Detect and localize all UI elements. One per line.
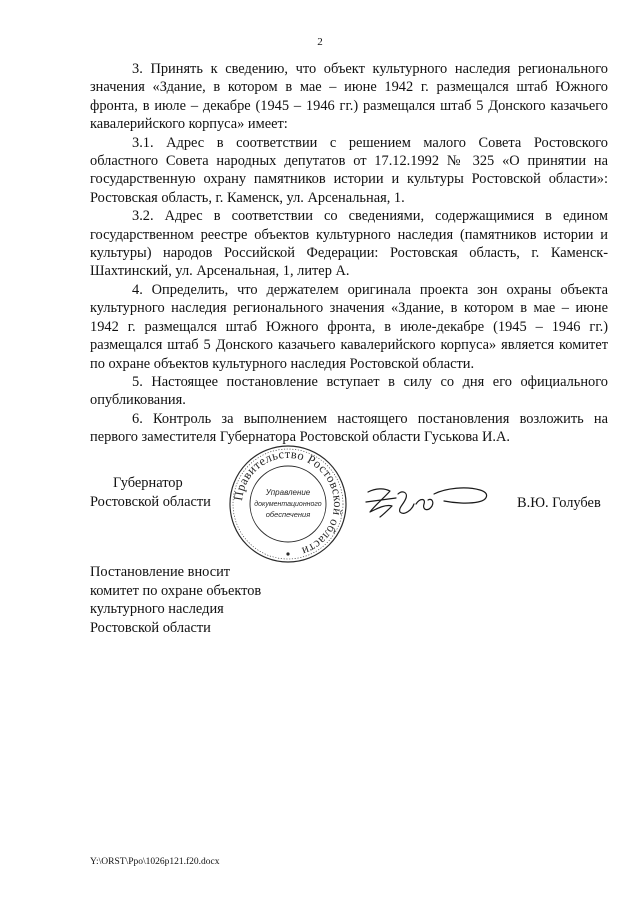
page-number: 2 — [317, 36, 323, 48]
seal-inner-line-2: документационного — [254, 501, 322, 508]
submitted-by-line-4: Ростовской области — [90, 619, 211, 636]
official-seal-icon — [227, 443, 349, 565]
governor-position: Губернатор — [113, 475, 183, 491]
file-path: Y:\ORST\Ppo\1026p121.f20.docx — [90, 857, 220, 867]
submitted-by-line-1: Постановление вносит — [90, 564, 231, 580]
submitted-by-line-3: культурного наследия — [90, 601, 224, 618]
resolution-body — [90, 60, 608, 447]
paragraph-3: 3. Принять к сведению, что объект культурного наследия регионального значения «Здание, в котором в мае – июне 1942 г. размещался штаб Южного фронта, в июле – декабре (1945 – 1946 гг.) размещался штаб 5 Донского казачьего кавалерийского корпуса» имеет: — [90, 61, 608, 133]
governor-title — [90, 474, 230, 512]
paragraph-4: 4. Определить, что держателем оригинала проекта зон охраны объекта культурного наследия регионального значения «Здание, в котором в мае – июне 1942 г. размещался штаб Южного фронта, в июле-декабре (1945 – 1946 гг.) размещался штаб 5 Донского казачьего кавалерийского корпуса» является комитет по охране объектов культурного наследия Ростовской области. — [90, 281, 608, 372]
seal-outer-text: Правительство Ростовской области — [230, 446, 346, 559]
submitted-by-line-2: комитет по охране объектов — [90, 582, 262, 599]
paragraph-5: 5. Настоящее постановление вступает в силу со дня его официального опубликования. — [90, 373, 608, 409]
seal-inner-line-1: Управление — [265, 488, 311, 497]
paragraph-6: 6. Контроль за выполнением настоящего постановления возложить на первого заместителя Губернатора Ростовской области Гуськова И.А. — [90, 410, 608, 446]
handwritten-signature-icon — [362, 482, 497, 522]
governor-name: В.Ю. Голубев — [517, 495, 601, 511]
governor-region: Ростовской области — [90, 494, 211, 510]
seal-inner-line-3: обеспечения — [265, 510, 311, 519]
paragraph-3-2: 3.2. Адрес в соответствии со сведениями, содержащимися в едином государственном реестре объектов культурного наследия (памятников истории и культуры) народов Российской Федерации: Ростовская область, г. Каменск-Шахтинский, ул. Арсенальная, 1, литер А. — [90, 208, 608, 280]
submitted-by-block — [90, 563, 300, 637]
paragraph-3-1: 3.1. Адрес в соответствии с решением малого Совета Ростовского областного Совета народных депутатов от 17.12.1992 № 325 «О принятии на государственную охрану памятников истории и культуры Ростовской области»: Ростовская область, г. Каменск, ул. Арсенальная, 1. — [90, 134, 608, 206]
